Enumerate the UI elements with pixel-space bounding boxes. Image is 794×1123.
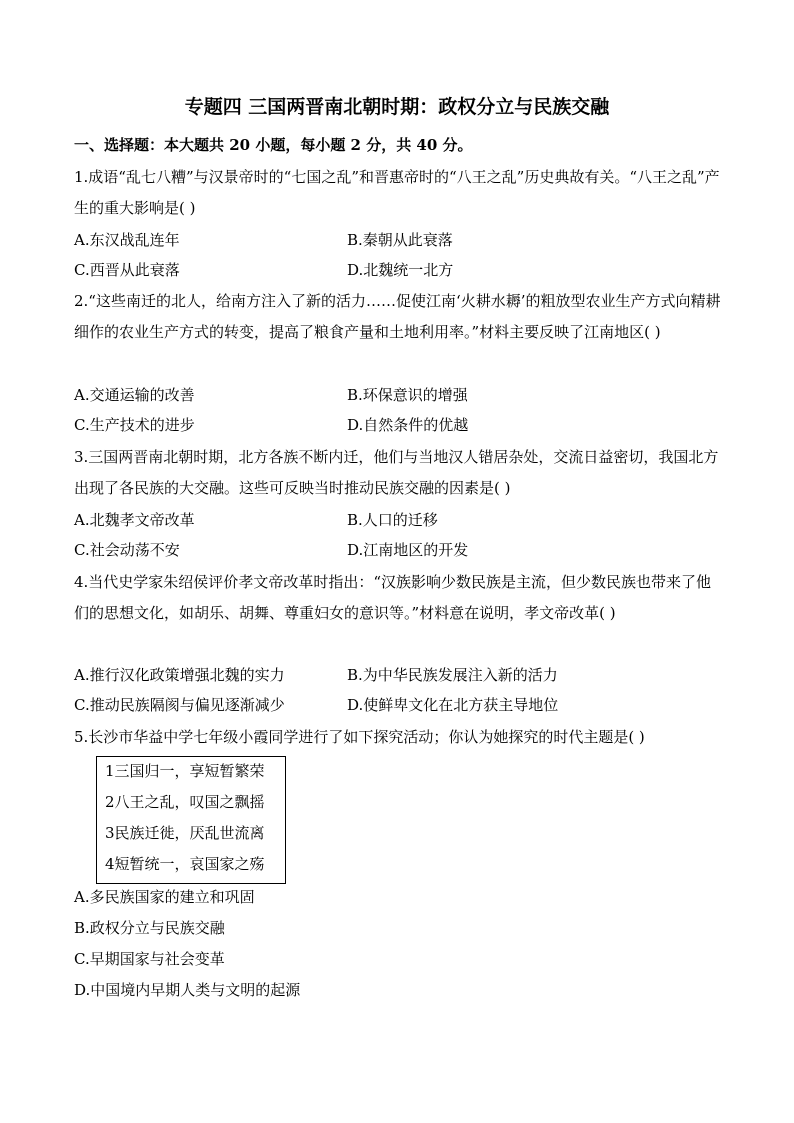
question-5-material-box: [96, 756, 286, 884]
question-3-option-c: C.社会动荡不安: [74, 541, 180, 559]
question-2-option-a: A.交通运输的改善: [74, 386, 195, 404]
question-5-text: 5.长沙市华益中学七年级小霞同学进行了如下探究活动；你认为她探究的时代主题是( ): [74, 728, 645, 746]
question-5-option-d: D.中国境内早期人类与文明的起源: [74, 981, 301, 999]
question-5-option-b: B.政权分立与民族交融: [74, 919, 225, 937]
material-line-1: 1三国归一，享短暂繁荣: [105, 762, 265, 780]
question-3-option-a: A.北魏孝文帝改革: [74, 511, 195, 529]
question-3-option-b: B.人口的迁移: [347, 511, 438, 529]
question-2-option-b: B.环保意识的增强: [347, 386, 468, 404]
section-heading: 一、选择题：本大题共 20 小题，每小题 2 分，共 40 分。: [74, 136, 473, 154]
question-5-option-c: C.早期国家与社会变革: [74, 950, 225, 968]
question-1-text: 1.成语“乱七八糟”与汉景帝时的“七国之乱”和晋惠帝时的“八王之乱”历史典故有关。“八王之乱”产生的重大影响是( ): [74, 168, 720, 217]
question-4-option-b: B.为中华民族发展注入新的活力: [347, 666, 558, 684]
question-1-option-d: D.北魏统一北方: [347, 261, 454, 279]
question-1-option-b: B.秦朝从此衰落: [347, 231, 453, 249]
question-4-option-c: C.推动民族隔阂与偏见逐渐减少: [74, 696, 285, 714]
question-1-option-c: C.西晋从此衰落: [74, 261, 180, 279]
question-5-option-a: A.多民族国家的建立和巩固: [74, 888, 255, 906]
question-2-text: 2.“这些南迁的北人，给南方注入了新的活力……促使江南‘火耕水耨’的粗放型农业生产方式向精耕细作的农业生产方式的转变，提高了粮食产量和土地利用率。”材料主要反映了江南地区( ): [74, 292, 721, 341]
question-4-option-d: D.使鲜卑文化在北方获主导地位: [347, 696, 559, 714]
page-title: 专题四 三国两晋南北朝时期：政权分立与民族交融: [184, 96, 610, 118]
question-4-text: 4.当代史学家朱绍侯评价孝文帝改革时指出：“汉族影响少数民族是主流，但少数民族也带来了他们的思想文化，如胡乐、胡舞、尊重妇女的意识等。”材料意在说明，孝文帝改革( ): [74, 573, 711, 622]
question-2-option-d: D.自然条件的优越: [347, 416, 469, 434]
material-line-2: 2八王之乱，叹国之飘摇: [105, 793, 265, 811]
question-4-option-a: A.推行汉化政策增强北魏的实力: [74, 666, 285, 684]
question-3-text: 3.三国两晋南北朝时期，北方各族不断内迁，他们与当地汉人错居杂处，交流日益密切，我国北方出现了各民族的大交融。这些可反映当时推动民族交融的因素是( ): [74, 448, 719, 497]
question-2-option-c: C.生产技术的进步: [74, 416, 195, 434]
question-3-option-d: D.江南地区的开发: [347, 541, 469, 559]
question-1-option-a: A.东汉战乱连年: [74, 231, 180, 249]
material-line-4: 4短暂统一，哀国家之殇: [105, 855, 265, 873]
material-line-3: 3民族迁徙，厌乱世流离: [105, 824, 265, 842]
